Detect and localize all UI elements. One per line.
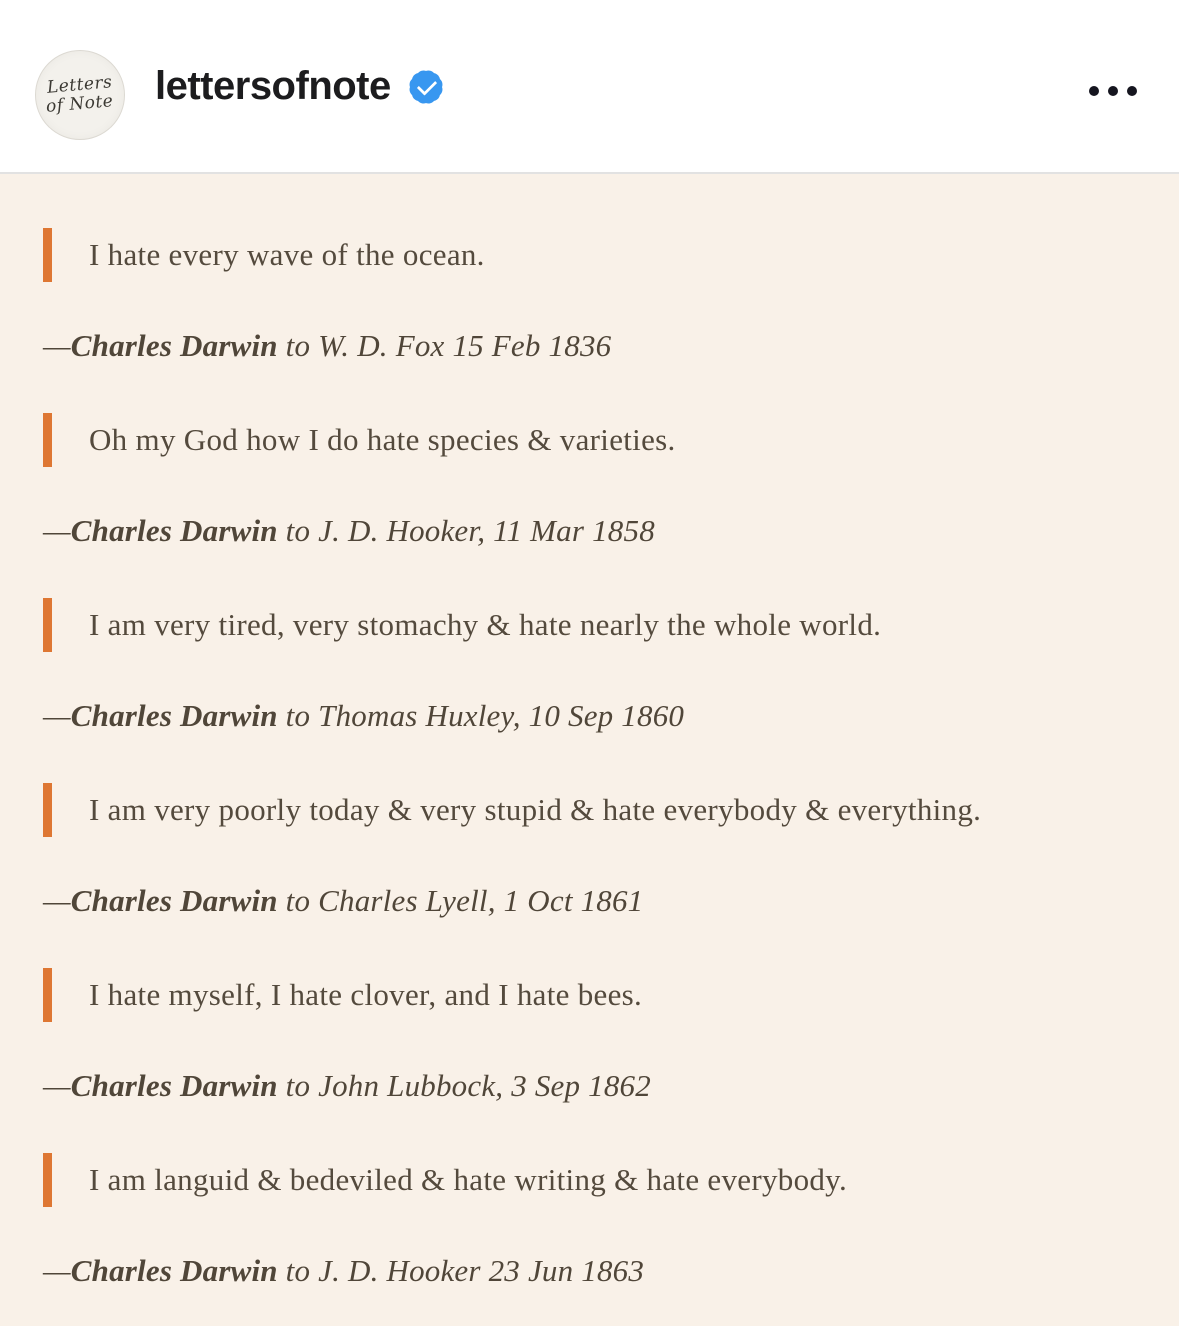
- quote-attribution: [43, 698, 1139, 734]
- quote-text: Oh my God how I do hate species & varieties.: [43, 413, 1139, 467]
- quote-attribution: [43, 1068, 1139, 1104]
- em-dash: —: [43, 1253, 71, 1288]
- post-header: [0, 0, 1179, 174]
- attribution-author: Charles Darwin: [70, 1253, 278, 1288]
- avatar-logo-text-line1: Letters: [46, 72, 114, 98]
- quote-text: I am very poorly today & very stupid & hate everybody & everything.: [43, 783, 1139, 837]
- attribution-author: Charles Darwin: [70, 883, 278, 918]
- quote-attribution: [43, 1253, 1139, 1289]
- quote-text: I hate every wave of the ocean.: [43, 228, 1139, 282]
- ellipsis-icon: [1108, 86, 1118, 96]
- username[interactable]: lettersofnote: [155, 63, 391, 108]
- username-row: [155, 0, 446, 172]
- avatar-logo-text-line2: of Note: [45, 91, 115, 117]
- attribution-detail: to Thomas Huxley, 10 Sep 1860: [285, 698, 685, 733]
- quote-attribution: [43, 328, 1139, 364]
- ellipsis-icon: [1089, 86, 1099, 96]
- attribution-author: Charles Darwin: [70, 1068, 278, 1103]
- verified-badge-icon: [406, 67, 446, 107]
- avatar[interactable]: [35, 50, 125, 140]
- attribution-author: Charles Darwin: [70, 328, 278, 363]
- quote-attribution: [43, 513, 1139, 549]
- quote-text: I hate myself, I hate clover, and I hate bees.: [43, 968, 1139, 1022]
- attribution-author: Charles Darwin: [70, 513, 278, 548]
- attribution-detail: to W. D. Fox 15 Feb 1836: [285, 328, 612, 363]
- em-dash: —: [43, 1068, 71, 1103]
- em-dash: —: [43, 328, 71, 363]
- quote-attribution: [43, 883, 1139, 919]
- em-dash: —: [43, 513, 71, 548]
- post-content[interactable]: [0, 174, 1179, 1289]
- em-dash: —: [43, 883, 71, 918]
- em-dash: —: [43, 698, 71, 733]
- attribution-detail: to J. D. Hooker, 11 Mar 1858: [285, 513, 655, 548]
- attribution-author: Charles Darwin: [70, 698, 278, 733]
- quote-text: I am very tired, very stomachy & hate nearly the whole world.: [43, 598, 1139, 652]
- attribution-detail: to Charles Lyell, 1 Oct 1861: [285, 883, 644, 918]
- quote-text: I am languid & bedeviled & hate writing & hate everybody.: [43, 1153, 1139, 1207]
- attribution-detail: to John Lubbock, 3 Sep 1862: [285, 1068, 651, 1103]
- more-options-button[interactable]: [1089, 80, 1137, 102]
- ellipsis-icon: [1127, 86, 1137, 96]
- attribution-detail: to J. D. Hooker 23 Jun 1863: [285, 1253, 645, 1288]
